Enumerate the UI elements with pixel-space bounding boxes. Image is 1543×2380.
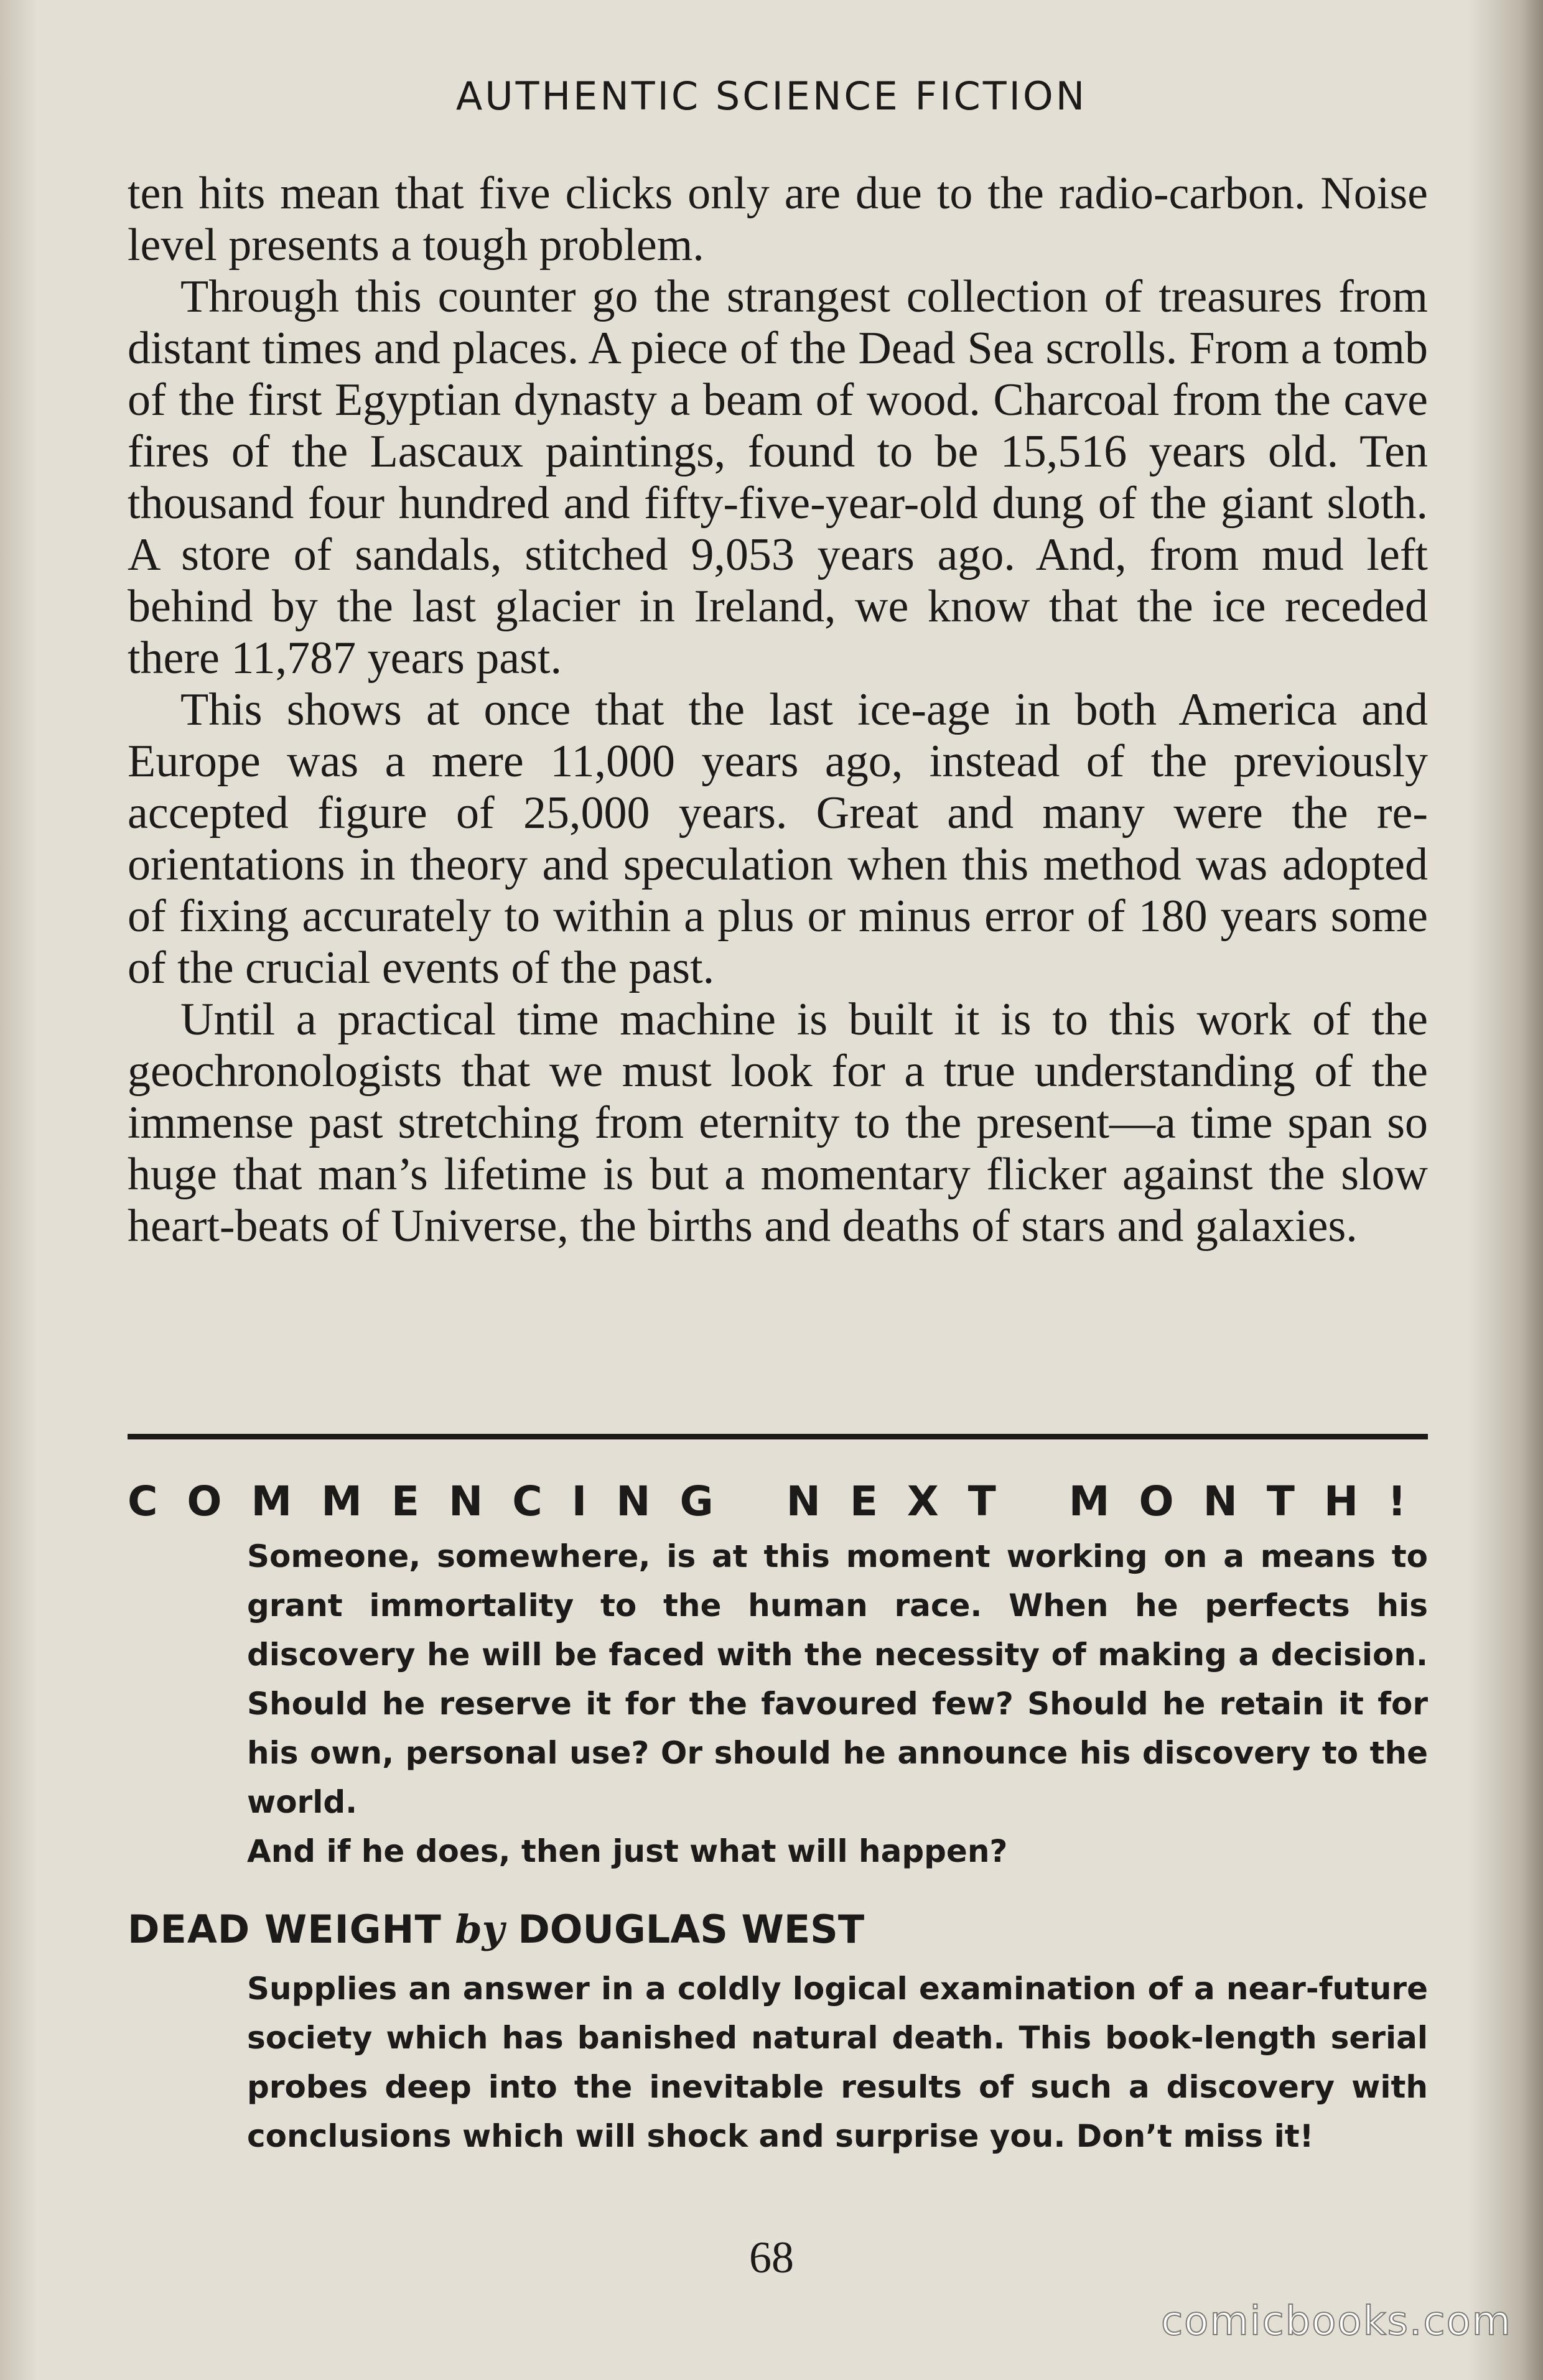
- article-paragraph: Until a practical time machine is built it is to this work of the geochronologists that we must look for a true understanding of the immense past stretching from eternity to the present—a time span so huge that man’s lifetime is but a momentary flicker against the slow heart-beats of Universe, the births and deaths of stars and galaxies.: [128, 994, 1428, 1252]
- section-divider: [128, 1434, 1428, 1439]
- article-body: [128, 168, 1428, 1252]
- story-description: [247, 1964, 1428, 2161]
- announcement-heading: COMMENCING NEXT MONTH!: [128, 1477, 1436, 1525]
- byline-by: by: [455, 1907, 505, 1952]
- story-title: DEAD WEIGHT: [128, 1907, 442, 1952]
- teaser-paragraph: Someone, somewhere, is at this moment working on a means to grant immortality to the human race. When he perfects his discovery he will be faced with the necessity of making a decision. Should he reserve it for the favoured few? Should he retain it for his own, personal use? Or should he announce his discovery to the world.: [247, 1538, 1428, 1820]
- teaser-paragraph: And if he does, then just what will happen?: [247, 1833, 1008, 1869]
- watermark-logo: comicbooks.com: [1160, 2299, 1512, 2345]
- page-number: 68: [749, 2233, 794, 2282]
- story-author: DOUGLAS WEST: [518, 1907, 865, 1952]
- description-paragraph: Supplies an answer in a coldly logical examination of a near-future society which has banished natural death. This book-length serial probes deep into the inevitable results of such a discovery with conclusions which will shock and surprise you. Don’t miss it!: [247, 1971, 1428, 2154]
- story-byline: [128, 1907, 864, 1952]
- announcement-teaser: [247, 1532, 1428, 1876]
- article-paragraph: Through this counter go the strangest collection of treasures from distant times and places. A piece of the Dead Sea scrolls. From a tomb of the first Egyptian dynasty a beam of wood. Charcoal from the cave fires of the Lascaux paintings, found to be 15,516 years old. Ten thousand four hundred and fifty-five-year-old dung of the giant sloth. A store of sandals, stitched 9,053 years ago. And, from mud left behind by the last glacier in Ireland, we know that the ice receded there 11,787 years past.: [128, 271, 1428, 684]
- article-paragraph: This shows at once that the last ice-age in both America and Europe was a mere 11,000 years ago, instead of the previously accepted figure of 25,000 years. Great and many were the re-orientations in theory and speculation when this method was adopted of fixing accurately to within a plus or minus error of 180 years some of the crucial events of the past.: [128, 684, 1428, 993]
- page-edge-left: [0, 0, 37, 2380]
- running-head: AUTHENTIC SCIENCE FICTION: [455, 73, 1088, 119]
- article-paragraph: ten hits mean that five clicks only are due to the radio-carbon. Noise level presents a tough problem.: [128, 168, 1428, 271]
- page-edge-right: [1468, 0, 1543, 2380]
